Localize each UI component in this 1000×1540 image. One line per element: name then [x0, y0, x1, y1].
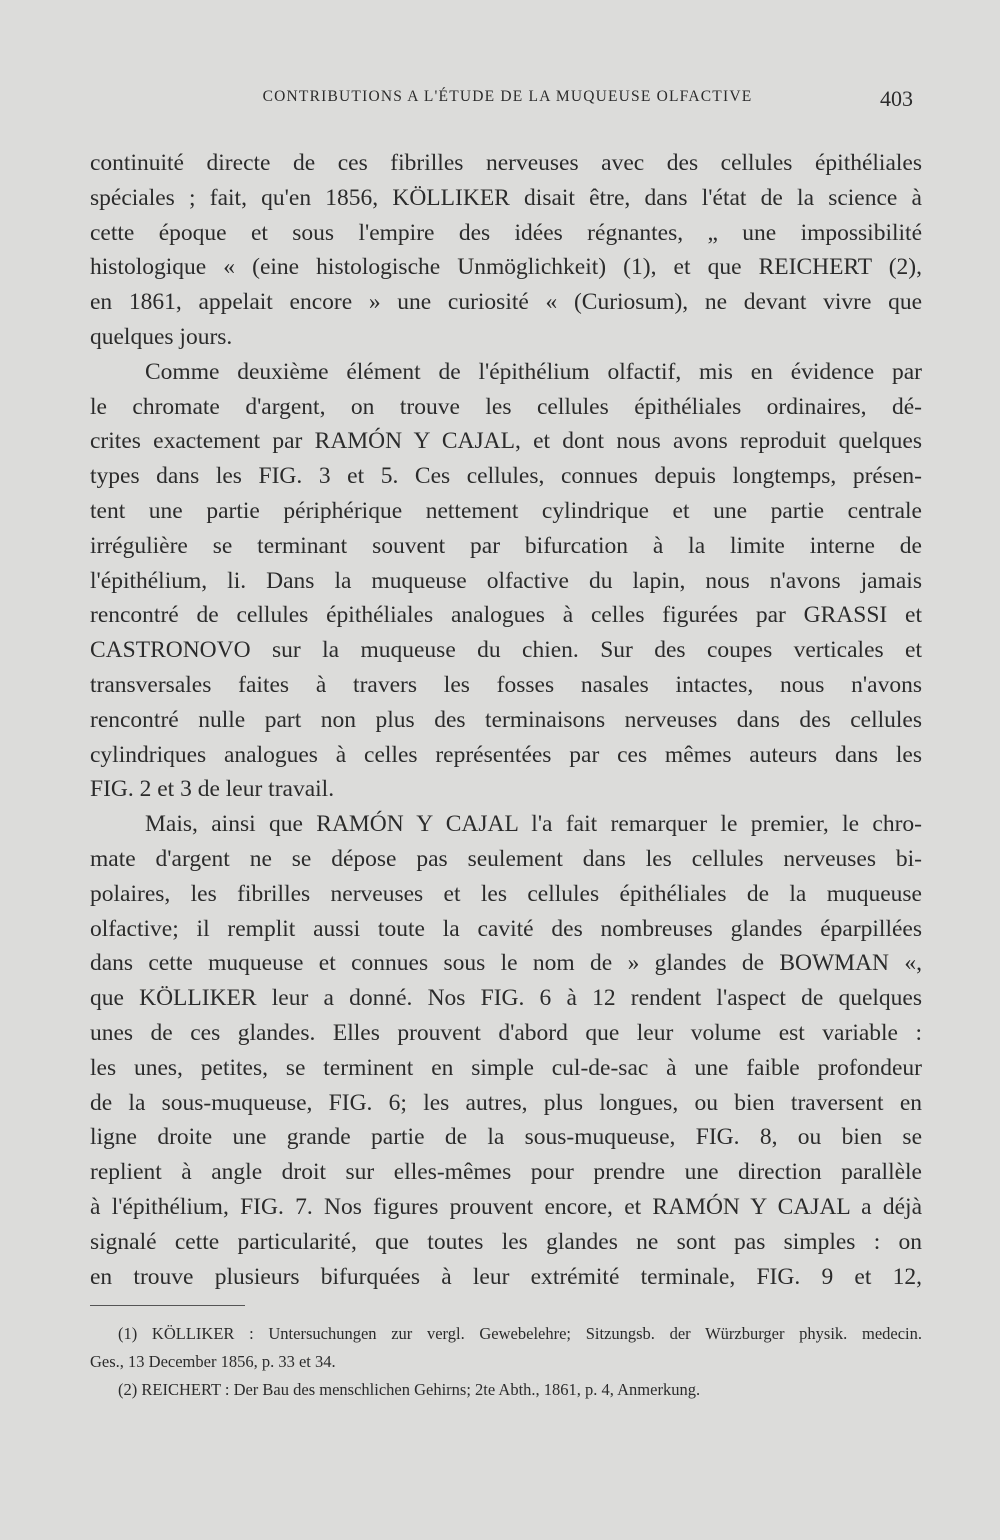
- body-line: unes de ces glandes. Elles prouvent d'abord que leur volume est variable :: [90, 1019, 922, 1046]
- footnotes: [90, 1320, 922, 1404]
- body-line: FIG. 2 et 3 de leur travail.: [90, 776, 335, 803]
- body-line: cette époque et sous l'empire des idées régnantes, „ une impossibilité: [90, 219, 922, 246]
- body-line: Comme deuxième élément de l'épithélium olfactif, mis en évidence par: [145, 358, 922, 385]
- footnote-1-continued: Ges., 13 December 1856, p. 33 et 34.: [90, 1352, 336, 1371]
- body-line: transversales faites à travers les fosses nasales intactes, nous n'avons: [90, 671, 922, 698]
- page-number: 403: [880, 86, 913, 111]
- body-line: en 1861, appelait encore » une curiosité « (Curiosum), ne devant vivre que: [90, 289, 922, 316]
- body-line: Mais, ainsi que RAMÓN Y CAJAL l'a fait remarquer le premier, le chro-: [145, 811, 922, 838]
- body-line: que KÖLLIKER leur a donné. Nos FIG. 6 à 12 rendent l'aspect de quelques: [90, 985, 922, 1012]
- body-line: rencontré nulle part non plus des terminaisons nerveuses dans des cellules: [90, 706, 922, 733]
- body-line: polaires, les fibrilles nerveuses et les cellules épithéliales de la muqueuse: [90, 880, 922, 907]
- body-line: tent une partie périphérique nettement cylindrique et une partie centrale: [90, 497, 922, 524]
- body-line: irrégulière se terminant souvent par bifurcation à la limite interne de: [90, 532, 922, 559]
- body-line: crites exactement par RAMÓN Y CAJAL, et dont nous avons reproduit quelques: [90, 428, 922, 455]
- body-line: continuité directe de ces fibrilles nerveuses avec des cellules épithéliales: [90, 150, 922, 176]
- body-line: les unes, petites, se terminent en simple cul-de-sac à une faible profondeur: [90, 1054, 922, 1081]
- body-line: replient à angle droit sur elles-mêmes pour prendre une direction parallèle: [90, 1159, 922, 1186]
- footnote-2: (2) REICHERT : Der Bau des menschlichen Gehirns; 2te Abth., 1861, p. 4, Anmerkung.: [118, 1380, 701, 1399]
- body-line: dans cette muqueuse et connues sous le nom de » glandes de BOWMAN «,: [90, 950, 922, 977]
- body-text: [90, 146, 922, 1294]
- body-line: histologique « (eine histologische Unmöglichkeit) (1), et que REICHERT (2),: [90, 254, 922, 281]
- body-line: à l'épithélium, FIG. 7. Nos figures prouvent encore, et RAMÓN Y CAJAL a déjà: [90, 1193, 922, 1220]
- body-line: spéciales ; fait, qu'en 1856, KÖLLIKER disait être, dans l'état de la science à: [90, 184, 922, 211]
- body-line: CASTRONOVO sur la muqueuse du chien. Sur des coupes verticales et: [90, 637, 922, 664]
- body-line: de la sous-muqueuse, FIG. 6; les autres, plus longues, ou bien traversent en: [90, 1089, 922, 1116]
- body-line: l'épithélium, li. Dans la muqueuse olfactive du lapin, nous n'avons jamais: [90, 567, 922, 594]
- body-line: types dans les FIG. 3 et 5. Ces cellules, connues depuis longtemps, présen-: [90, 463, 922, 490]
- body-line: quelques jours.: [90, 323, 233, 350]
- body-line: le chromate d'argent, on trouve les cellules épithéliales ordinaires, dé-: [90, 393, 922, 420]
- body-line: ligne droite une grande partie de la sous-muqueuse, FIG. 8, ou bien se: [90, 1124, 922, 1151]
- running-title: CONTRIBUTIONS A L'ÉTUDE DE LA MUQUEUSE OLFACTIVE: [262, 88, 753, 105]
- body-line: en trouve plusieurs bifurquées à leur extrémité terminale, FIG. 9 et 12,: [90, 1263, 922, 1290]
- body-line: cylindriques analogues à celles représentées par ces mêmes auteurs dans les: [90, 741, 922, 768]
- footnote-rule: [90, 1305, 245, 1306]
- body-line: mate d'argent ne se dépose pas seulement dans les cellules nerveuses bi-: [90, 845, 922, 872]
- body-line: rencontré de cellules épithéliales analogues à celles figurées par GRASSI et: [90, 602, 922, 629]
- footnote-1: (1) KÖLLIKER : Untersuchungen zur vergl. Gewebelehre; Sitzungsb. der Würzburger physik. medecin.: [118, 1324, 922, 1343]
- body-line: olfactive; il remplit aussi toute la cavité des nombreuses glandes éparpillées: [90, 915, 922, 942]
- body-line: signalé cette particularité, que toutes les glandes ne sont pas simples : on: [90, 1228, 922, 1255]
